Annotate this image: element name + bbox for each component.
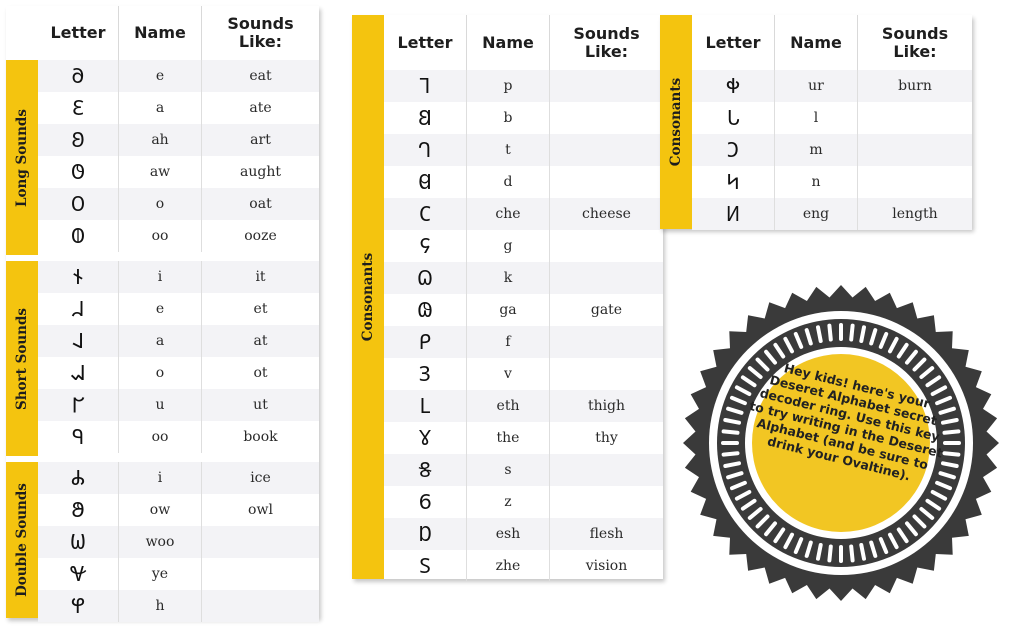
sounds-header: Sounds Like: bbox=[549, 15, 663, 70]
sounds-cell: burn bbox=[857, 70, 972, 102]
table-row bbox=[384, 454, 663, 486]
name-cell: h bbox=[118, 590, 201, 622]
letter-cell: 𐐞 bbox=[418, 490, 432, 514]
name-header: Name bbox=[466, 15, 549, 70]
letter-cell: 𐐄 bbox=[70, 192, 86, 216]
letter-cell: 𐐀 bbox=[71, 64, 85, 88]
table-row bbox=[384, 550, 663, 582]
table-row bbox=[38, 590, 319, 622]
table-row bbox=[38, 357, 319, 389]
sounds-cell bbox=[201, 590, 319, 622]
name-cell: che bbox=[466, 198, 549, 230]
table-row bbox=[38, 124, 319, 156]
sounds-header: Sounds Like: bbox=[201, 6, 319, 60]
letter-cell: 𐐏 bbox=[69, 562, 87, 586]
name-cell: ga bbox=[466, 294, 549, 326]
table-row bbox=[38, 156, 319, 188]
letter-cell: 𐐉 bbox=[70, 361, 86, 385]
badge-message: Hey kids! here's your Deseret Alphabet secret decoder ring. Use this key to try writing in the Deseret Alphabet (and be sure to drink your Ovaltine). bbox=[747, 360, 945, 484]
long-sounds-rows bbox=[38, 60, 319, 252]
consonants-small-label: Consonants bbox=[660, 15, 692, 229]
letter-cell: 𐐡 bbox=[725, 74, 741, 98]
table-row bbox=[384, 358, 663, 390]
name-cell: o bbox=[118, 357, 201, 389]
name-cell: f bbox=[466, 326, 549, 358]
letter-cell: 𐐖 bbox=[419, 234, 431, 258]
sounds-cell: flesh bbox=[549, 518, 663, 550]
sounds-cell bbox=[549, 70, 663, 102]
table-row bbox=[384, 102, 663, 134]
table-row bbox=[384, 70, 663, 102]
name-cell: aw bbox=[118, 156, 201, 188]
badge-tick bbox=[724, 453, 738, 454]
name-cell: eng bbox=[774, 198, 857, 230]
letter-cell: 𐐠 bbox=[419, 554, 431, 578]
letter-cell: 𐐆 bbox=[72, 265, 84, 289]
long-sounds-label: Long Sounds bbox=[6, 60, 38, 255]
name-header: Name bbox=[118, 6, 201, 60]
letter-cell: 𐐁 bbox=[72, 96, 84, 120]
sounds-cell: ice bbox=[201, 462, 319, 494]
name-cell: k bbox=[466, 262, 549, 294]
table-row bbox=[384, 262, 663, 294]
badge-tick bbox=[725, 420, 739, 423]
sounds-cell bbox=[549, 230, 663, 262]
letter-cell: 𐐅 bbox=[70, 224, 86, 248]
badge-tick bbox=[945, 453, 959, 454]
sounds-cell: et bbox=[201, 293, 319, 325]
letter-cell: 𐐙 bbox=[418, 330, 432, 354]
consonants-table bbox=[352, 15, 663, 579]
table-row bbox=[38, 261, 319, 293]
name-cell: d bbox=[466, 166, 549, 198]
name-cell: zhe bbox=[466, 550, 549, 582]
sounds-cell: gate bbox=[549, 294, 663, 326]
letter-cell: 𐐗 bbox=[417, 266, 433, 290]
name-cell: g bbox=[466, 230, 549, 262]
sounds-cell: book bbox=[201, 421, 319, 453]
sounds-cell bbox=[549, 262, 663, 294]
sounds-cell bbox=[549, 134, 663, 166]
name-cell: t bbox=[466, 134, 549, 166]
letter-cell: 𐐤 bbox=[726, 170, 740, 194]
short-sounds-label: Short Sounds bbox=[6, 261, 38, 456]
badge-tick bbox=[851, 547, 852, 561]
table-row bbox=[692, 102, 972, 134]
name-cell: a bbox=[118, 325, 201, 357]
name-header: Name bbox=[774, 15, 857, 70]
long-sounds-group bbox=[6, 60, 319, 255]
name-cell: s bbox=[466, 454, 549, 486]
table-row bbox=[384, 230, 663, 262]
letter-cell: 𐐐 bbox=[70, 594, 86, 618]
table-row bbox=[38, 293, 319, 325]
name-cell: n bbox=[774, 166, 857, 198]
consonants-label: Consonants bbox=[352, 15, 384, 579]
badge-tick bbox=[818, 545, 821, 559]
sounds-cell bbox=[201, 526, 319, 558]
name-cell: p bbox=[466, 70, 549, 102]
table-row bbox=[38, 494, 319, 526]
table-row bbox=[384, 518, 663, 550]
sounds-cell bbox=[857, 134, 972, 166]
letter-cell: 𐐊 bbox=[71, 393, 85, 417]
letter-cell: 𐐔 bbox=[418, 170, 432, 194]
table-row bbox=[692, 70, 972, 102]
letter-cell: 𐐝 bbox=[418, 458, 431, 482]
name-cell: u bbox=[118, 389, 201, 421]
sounds-cell: oat bbox=[201, 188, 319, 220]
name-cell: e bbox=[118, 60, 201, 92]
letter-header: Letter bbox=[50, 23, 106, 42]
letter-cell: 𐐍 bbox=[71, 498, 85, 522]
letter-cell: 𐐟 bbox=[418, 522, 432, 546]
sounds-cell bbox=[201, 558, 319, 590]
name-cell: e bbox=[118, 293, 201, 325]
sounds-cell: art bbox=[201, 124, 319, 156]
name-cell: m bbox=[774, 134, 857, 166]
table-row bbox=[38, 220, 319, 252]
double-sounds-group bbox=[6, 462, 319, 618]
table-row bbox=[38, 421, 319, 453]
letter-cell: 𐐢 bbox=[726, 106, 740, 130]
letter-cell: 𐐌 bbox=[70, 466, 86, 490]
consonants-small-group bbox=[660, 15, 972, 229]
letter-cell: 𐐋 bbox=[71, 425, 85, 449]
sounds-cell bbox=[857, 166, 972, 198]
letter-cell: 𐐓 bbox=[418, 138, 432, 162]
name-cell: ye bbox=[118, 558, 201, 590]
letter-header: Letter bbox=[397, 32, 453, 52]
table-row bbox=[384, 198, 663, 230]
consonants-small-rows bbox=[692, 70, 972, 230]
name-cell: the bbox=[466, 422, 549, 454]
sounds-cell bbox=[549, 486, 663, 518]
letter-cell: 𐐛 bbox=[419, 394, 431, 418]
letter-cell: 𐐜 bbox=[419, 426, 431, 450]
sounds-cell bbox=[549, 326, 663, 358]
badge-tick bbox=[724, 431, 738, 432]
double-sounds-rows bbox=[38, 462, 319, 622]
letter-cell: 𐐒 bbox=[417, 106, 432, 130]
sounds-cell: ate bbox=[201, 92, 319, 124]
sounds-cell: it bbox=[201, 261, 319, 293]
badge-tick bbox=[829, 547, 830, 561]
vowels-header bbox=[6, 6, 319, 60]
name-cell: a bbox=[118, 92, 201, 124]
sounds-cell: cheese bbox=[549, 198, 663, 230]
letter-cell: 𐐣 bbox=[727, 138, 739, 162]
table-row bbox=[384, 134, 663, 166]
name-cell: b bbox=[466, 102, 549, 134]
name-cell: oo bbox=[118, 421, 201, 453]
sounds-cell: thigh bbox=[549, 390, 663, 422]
sounds-header: Sounds Like: bbox=[857, 15, 972, 70]
table-row bbox=[38, 389, 319, 421]
sounds-cell: ut bbox=[201, 389, 319, 421]
name-cell: i bbox=[118, 261, 201, 293]
sounds-cell: at bbox=[201, 325, 319, 357]
table-row bbox=[38, 60, 319, 92]
table-row bbox=[384, 294, 663, 326]
letter-cell: 𐐥 bbox=[725, 202, 741, 226]
sounds-cell bbox=[549, 166, 663, 198]
sounds-cell bbox=[549, 102, 663, 134]
letter-cell: 𐐘 bbox=[417, 298, 433, 322]
double-sounds-label: Double Sounds bbox=[6, 462, 38, 618]
name-cell: ur bbox=[774, 70, 857, 102]
letter-cell: 𐐃 bbox=[70, 160, 86, 184]
sounds-cell: aught bbox=[201, 156, 319, 188]
table-row bbox=[38, 558, 319, 590]
name-cell: esh bbox=[466, 518, 549, 550]
name-cell: ow bbox=[118, 494, 201, 526]
letter-cell: 𐐈 bbox=[71, 329, 85, 353]
table-row bbox=[38, 92, 319, 124]
letter-cell: 𐐇 bbox=[71, 297, 85, 321]
sounds-cell: eat bbox=[201, 60, 319, 92]
sounds-cell bbox=[857, 102, 972, 134]
table-row bbox=[38, 188, 319, 220]
consonants-rows bbox=[384, 70, 663, 582]
name-cell: v bbox=[466, 358, 549, 390]
sounds-cell bbox=[549, 358, 663, 390]
name-cell: eth bbox=[466, 390, 549, 422]
letter-cell: 𐐚 bbox=[419, 362, 431, 386]
table-row bbox=[384, 486, 663, 518]
letter-cell: 𐐕 bbox=[419, 202, 431, 226]
letter-cell: 𐐑 bbox=[419, 74, 431, 98]
name-cell: woo bbox=[118, 526, 201, 558]
name-cell: ah bbox=[118, 124, 201, 156]
vowels-table bbox=[6, 6, 319, 618]
table-row bbox=[38, 325, 319, 357]
name-cell: oo bbox=[118, 220, 201, 252]
letter-cell: 𐐂 bbox=[71, 128, 85, 152]
table-row bbox=[384, 166, 663, 198]
name-cell: i bbox=[118, 462, 201, 494]
badge-tick bbox=[861, 545, 864, 559]
badge-tick bbox=[943, 463, 957, 466]
short-sounds-group bbox=[6, 261, 319, 456]
table-row bbox=[692, 166, 972, 198]
table-row bbox=[692, 198, 972, 230]
sounds-cell: owl bbox=[201, 494, 319, 526]
consonants-group bbox=[352, 15, 663, 579]
name-cell: l bbox=[774, 102, 857, 134]
table-row bbox=[38, 526, 319, 558]
name-cell: z bbox=[466, 486, 549, 518]
short-sounds-rows bbox=[38, 261, 319, 453]
sounds-cell bbox=[549, 454, 663, 486]
sounds-cell: ooze bbox=[201, 220, 319, 252]
sounds-cell: vision bbox=[549, 550, 663, 582]
sounds-cell: thy bbox=[549, 422, 663, 454]
table-row bbox=[384, 326, 663, 358]
table-row bbox=[38, 462, 319, 494]
table-row bbox=[692, 134, 972, 166]
sounds-cell: ot bbox=[201, 357, 319, 389]
letter-header: Letter bbox=[705, 32, 761, 52]
table-row bbox=[384, 390, 663, 422]
name-cell: o bbox=[118, 188, 201, 220]
sounds-cell: length bbox=[857, 198, 972, 230]
table-row bbox=[384, 422, 663, 454]
consonants-small-table bbox=[660, 15, 972, 229]
letter-cell: 𐐎 bbox=[69, 530, 87, 554]
